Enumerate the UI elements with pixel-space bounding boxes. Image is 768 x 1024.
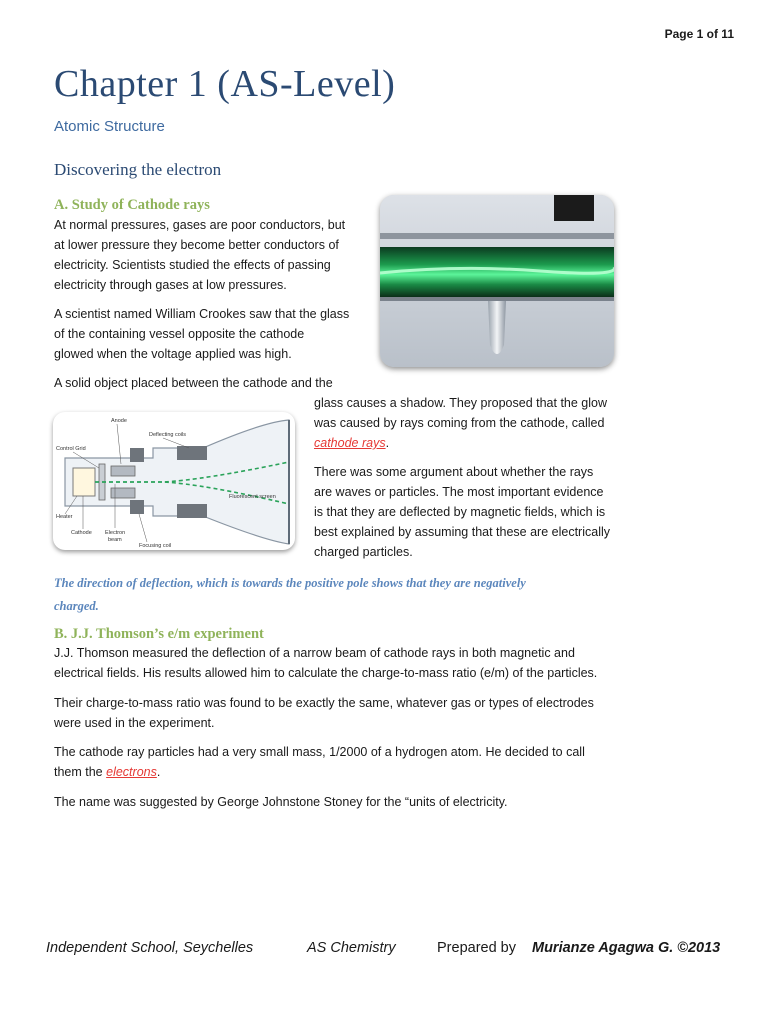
text-line: at lower pressure they become better conductors of (54, 238, 339, 252)
sentence-end: . (156, 765, 161, 779)
text-line: At normal pressures, gases are poor conductors, but (54, 218, 346, 232)
label-control-grid: Control Grid (56, 446, 86, 452)
text-line: The cathode ray particles had a very small mass, 1/2000 of a hydrogen atom. He decided to call (54, 745, 585, 759)
chapter-title: Chapter 1 (AS-Level) (54, 63, 396, 105)
text-line: electrical fields. His results allowed him to calculate the charge-to-mass ratio (e/m) of the particles. (54, 666, 598, 680)
footer-school: Independent School, Seychelles (46, 940, 254, 956)
footer-prepared-label: Prepared by (437, 940, 516, 956)
text-line: glass causes a shadow. They proposed that the glow (314, 396, 608, 410)
cathode-rays-link[interactable]: cathode rays (314, 436, 386, 450)
paragraph-b2 (54, 693, 694, 733)
crt-diagram (53, 412, 295, 550)
page-number: Page 1 of 11 (664, 27, 734, 41)
text-line: J.J. Thomson measured the deflection of a narrow beam of cathode rays in both magnetic and (54, 646, 575, 660)
text-line: Their charge-to-mass ratio was found to be exactly the same, whatever gas or types of electrodes (54, 696, 594, 710)
cathode-element (73, 468, 95, 496)
label-fluorescent-screen: Fluorescent screen (229, 494, 276, 500)
focusing-coil-lower (130, 500, 144, 514)
cathode-ray-tube-photo (380, 195, 614, 367)
text-prefix: them the (54, 765, 107, 779)
paragraph-b4: The name was suggested by George Johnstone Stoney for the “units of electricity. (54, 795, 508, 809)
paragraph-a3-first-line: A solid object placed between the cathode and the (54, 376, 333, 390)
note-line: charged. (54, 599, 99, 613)
section-heading: Discovering the electron (54, 160, 222, 179)
text-line: of the containing vessel opposite the cathode (54, 327, 305, 341)
label-deflecting-coils: Deflecting coils (149, 432, 186, 438)
paragraph-a4 (314, 462, 644, 562)
text-line: There was some argument about whether the rays (314, 465, 594, 479)
deflecting-coil-upper (177, 446, 207, 460)
paragraph-a1 (54, 215, 374, 295)
chapter-subtitle: Atomic Structure (54, 118, 165, 135)
footer-author: Murianze Agagwa G. ©2013 (532, 940, 721, 956)
focusing-coil-upper (130, 448, 144, 462)
label-heater: Heater (56, 514, 73, 520)
text-line: were used in the experiment. (54, 716, 215, 730)
anode-lower (111, 488, 135, 498)
text-line: are waves or particles. The most important evidence (314, 485, 604, 499)
crt-diagram-drawing (53, 412, 295, 550)
paragraph-b3 (54, 742, 694, 782)
deflecting-coil-lower (177, 504, 207, 518)
electrons-link[interactable]: electrons (106, 765, 157, 779)
text-line: glowed when the voltage applied was high. (54, 347, 292, 361)
deflection-note (54, 572, 634, 618)
label-cathode: Cathode (71, 530, 92, 536)
label-electron: Electron (105, 530, 126, 536)
footer-course: AS Chemistry (307, 940, 396, 956)
text-line: electricity through gases at low pressures. (54, 278, 287, 292)
text-line: charged particles. (314, 545, 413, 559)
sentence-end: . (385, 436, 390, 450)
note-line: The direction of deflection, which is towards the positive pole shows that they are negatively (54, 576, 526, 590)
text-line: A scientist named William Crookes saw that the glass (54, 307, 350, 321)
paragraph-b1 (54, 643, 694, 683)
label-beam: beam (108, 537, 122, 543)
text-line: was caused by rays coming from the cathode, called (314, 416, 605, 430)
text-line (54, 762, 694, 782)
label-focusing-coil: Focusing coil (139, 543, 172, 549)
paragraph-a2 (54, 304, 374, 364)
cathode-ray-photo-illustration (380, 195, 614, 367)
label-anode: Anode (111, 418, 127, 424)
text-line: is that they are deflected by magnetic fields, which is (314, 505, 606, 519)
anode-upper (111, 466, 135, 476)
subheading-cathode-rays: A. Study of Cathode rays (54, 197, 210, 213)
paragraph-a3-rest (314, 393, 644, 453)
text-line: best explained by assuming that these are electrically (314, 525, 610, 539)
text-line (314, 433, 644, 453)
text-line: electricity. Scientists studied the effects of passing (54, 258, 331, 272)
subheading-thomson: B. J.J. Thomson’s e/m experiment (54, 626, 264, 642)
